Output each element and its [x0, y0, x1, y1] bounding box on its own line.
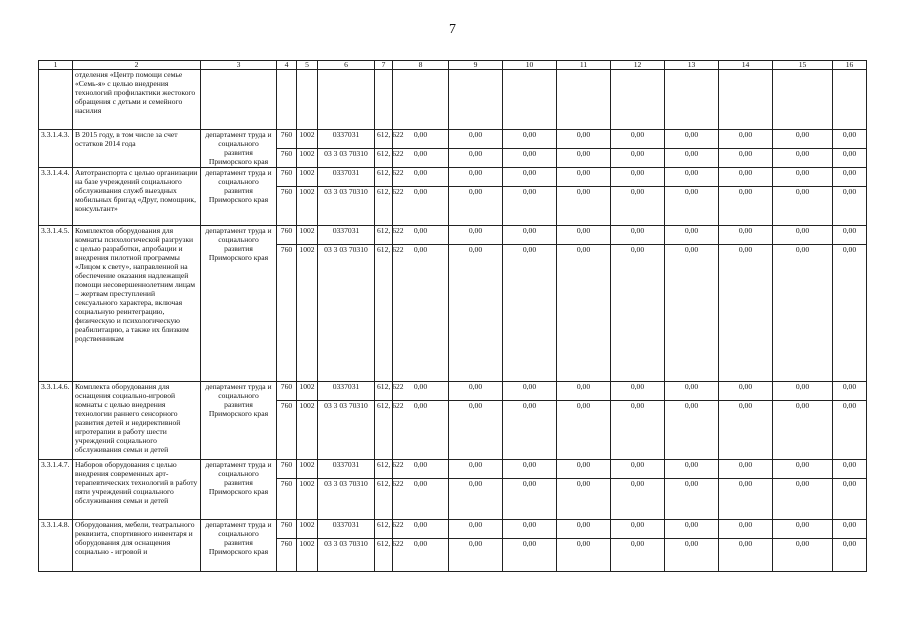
row-description: Оборудования, мебели, театрального реквизита, спортивного инвентаря и оборудования для оснащения социально - игровой и [73, 520, 201, 572]
value-cell: 0,00 [449, 479, 503, 520]
empty-cell [449, 70, 503, 130]
value-cell: 0,00 [611, 130, 665, 149]
value-cell: 0,00 [611, 187, 665, 226]
code-cell: 0337031 [318, 130, 375, 149]
row-number-cell: 3.3.1.4.3. [39, 130, 73, 168]
value-cell: 0,00 [833, 479, 867, 520]
value-cell: 0,00 [557, 245, 611, 382]
value-cell: 0,00 [611, 539, 665, 572]
value-cell: 0,00 [773, 245, 833, 382]
header-row [39, 61, 867, 70]
code-cell: 760 [277, 187, 297, 226]
header-cell: 7 [375, 61, 393, 70]
table-row [39, 382, 867, 401]
value-cell: 0,00 [449, 168, 503, 187]
continuation-row [39, 70, 867, 130]
code-cell: 03 3 03 70310 [318, 149, 375, 168]
value-cell: 0,00 [773, 401, 833, 460]
header-cell: 11 [557, 61, 611, 70]
value-cell: 0,00 [611, 226, 665, 245]
header-cell: 9 [449, 61, 503, 70]
row-description: отделения «Центр помощи семье «Семь-я» с целью внедрения технологий профилактики жестокого обращения с детьми и семейного насилия [73, 70, 201, 130]
value-cell: 0,00 [833, 168, 867, 187]
value-cell: 0,00 [503, 226, 557, 245]
value-cell: 0,00 [393, 539, 449, 572]
value-cell: 0,00 [833, 401, 867, 460]
code-cell: 0337031 [318, 226, 375, 245]
empty-cell [393, 70, 449, 130]
code-cell: 760 [277, 479, 297, 520]
code-cell: 612, 622 [375, 479, 393, 520]
value-cell: 0,00 [503, 520, 557, 539]
empty-cell [719, 70, 773, 130]
code-cell: 760 [277, 226, 297, 245]
budget-table [38, 60, 867, 572]
value-cell: 0,00 [393, 245, 449, 382]
code-cell: 1002 [297, 520, 318, 539]
value-cell: 0,00 [503, 460, 557, 479]
value-cell: 0,00 [719, 187, 773, 226]
code-cell: 1002 [297, 245, 318, 382]
value-cell: 0,00 [833, 149, 867, 168]
value-cell: 0,00 [665, 479, 719, 520]
executor-cell: департамент труда и социального развития Приморского края [201, 130, 277, 168]
executor-cell: департамент труда и социального развития Приморского края [201, 520, 277, 572]
row-description: В 2015 году, в том числе за счет остатков 2014 года [73, 130, 201, 168]
header-cell: 14 [719, 61, 773, 70]
value-cell: 0,00 [719, 460, 773, 479]
value-cell: 0,00 [557, 226, 611, 245]
code-cell: 612, 622 [375, 382, 393, 401]
code-cell: 760 [277, 168, 297, 187]
code-cell: 1002 [297, 130, 318, 149]
value-cell: 0,00 [719, 226, 773, 245]
value-cell: 0,00 [449, 187, 503, 226]
value-cell: 0,00 [611, 245, 665, 382]
value-cell: 0,00 [393, 130, 449, 149]
value-cell: 0,00 [611, 401, 665, 460]
code-cell: 1002 [297, 539, 318, 572]
code-cell: 03 3 03 70310 [318, 479, 375, 520]
value-cell: 0,00 [557, 401, 611, 460]
value-cell: 0,00 [503, 168, 557, 187]
value-cell: 0,00 [449, 460, 503, 479]
value-cell: 0,00 [393, 226, 449, 245]
value-cell: 0,00 [719, 245, 773, 382]
code-cell: 1002 [297, 460, 318, 479]
value-cell: 0,00 [665, 168, 719, 187]
value-cell: 0,00 [503, 382, 557, 401]
code-cell: 1002 [297, 382, 318, 401]
code-cell: 1002 [297, 168, 318, 187]
value-cell: 0,00 [557, 187, 611, 226]
header-cell: 13 [665, 61, 719, 70]
value-cell: 0,00 [833, 130, 867, 149]
value-cell: 0,00 [557, 479, 611, 520]
value-cell: 0,00 [773, 168, 833, 187]
header-cell: 6 [318, 61, 375, 70]
code-cell: 0337031 [318, 382, 375, 401]
code-cell: 1002 [297, 149, 318, 168]
value-cell: 0,00 [611, 520, 665, 539]
value-cell: 0,00 [557, 130, 611, 149]
value-cell: 0,00 [833, 187, 867, 226]
value-cell: 0,00 [719, 130, 773, 149]
row-number-cell: 3.3.1.4.4. [39, 168, 73, 226]
value-cell: 0,00 [665, 245, 719, 382]
table-row [39, 226, 867, 245]
value-cell: 0,00 [665, 401, 719, 460]
value-cell: 0,00 [665, 149, 719, 168]
header-cell: 16 [833, 61, 867, 70]
row-number-cell [39, 70, 73, 130]
value-cell: 0,00 [773, 460, 833, 479]
value-cell: 0,00 [611, 168, 665, 187]
value-cell: 0,00 [557, 168, 611, 187]
header-cell: 1 [39, 61, 73, 70]
empty-cell [318, 70, 375, 130]
value-cell: 0,00 [503, 539, 557, 572]
code-cell: 760 [277, 401, 297, 460]
table-row [39, 460, 867, 479]
value-cell: 0,00 [719, 149, 773, 168]
code-cell: 760 [277, 130, 297, 149]
empty-cell [773, 70, 833, 130]
value-cell: 0,00 [773, 149, 833, 168]
code-cell: 03 3 03 70310 [318, 539, 375, 572]
value-cell: 0,00 [393, 382, 449, 401]
row-number-cell: 3.3.1.4.8. [39, 520, 73, 572]
header-cell: 15 [773, 61, 833, 70]
header-cell: 10 [503, 61, 557, 70]
value-cell: 0,00 [719, 539, 773, 572]
empty-cell [375, 70, 393, 130]
code-cell: 760 [277, 245, 297, 382]
code-cell: 612, 622 [375, 401, 393, 460]
value-cell: 0,00 [449, 401, 503, 460]
code-cell: 03 3 03 70310 [318, 401, 375, 460]
header-cell: 12 [611, 61, 665, 70]
row-description: Автотранспорта с целью организации на базе учреждений социального обслуживания служб выездных мобильных бригад «Друг, помощник, консультант» [73, 168, 201, 226]
code-cell: 612, 622 [375, 168, 393, 187]
code-cell: 03 3 03 70310 [318, 245, 375, 382]
code-cell: 612, 622 [375, 187, 393, 226]
value-cell: 0,00 [833, 382, 867, 401]
empty-cell [611, 70, 665, 130]
value-cell: 0,00 [773, 539, 833, 572]
value-cell: 0,00 [665, 460, 719, 479]
value-cell: 0,00 [557, 382, 611, 401]
value-cell: 0,00 [503, 245, 557, 382]
empty-cell [297, 70, 318, 130]
empty-cell [833, 70, 867, 130]
code-cell: 1002 [297, 226, 318, 245]
value-cell: 0,00 [665, 187, 719, 226]
executor-cell: департамент труда и социального развития Приморского края [201, 226, 277, 382]
code-cell: 1002 [297, 401, 318, 460]
code-cell: 612, 622 [375, 149, 393, 168]
value-cell: 0,00 [773, 130, 833, 149]
row-number-cell: 3.3.1.4.6. [39, 382, 73, 460]
code-cell: 612, 622 [375, 226, 393, 245]
code-cell: 760 [277, 539, 297, 572]
value-cell: 0,00 [449, 382, 503, 401]
value-cell: 0,00 [833, 460, 867, 479]
value-cell: 0,00 [773, 226, 833, 245]
code-cell: 760 [277, 149, 297, 168]
value-cell: 0,00 [449, 245, 503, 382]
code-cell: 0337031 [318, 168, 375, 187]
header-cell: 4 [277, 61, 297, 70]
code-cell: 1002 [297, 479, 318, 520]
header-cell: 3 [201, 61, 277, 70]
code-cell: 0337031 [318, 460, 375, 479]
value-cell: 0,00 [611, 382, 665, 401]
code-cell: 612, 622 [375, 130, 393, 149]
empty-cell [503, 70, 557, 130]
value-cell: 0,00 [773, 382, 833, 401]
value-cell: 0,00 [719, 382, 773, 401]
code-cell: 0337031 [318, 520, 375, 539]
code-cell: 612, 622 [375, 460, 393, 479]
value-cell: 0,00 [833, 245, 867, 382]
table-row [39, 168, 867, 187]
value-cell: 0,00 [449, 149, 503, 168]
row-number-cell: 3.3.1.4.5. [39, 226, 73, 382]
row-description: Наборов оборудования с целью внедрения современных арт-терапевтических технологий в работу пяти учреждений социального обслуживания семьи и детей [73, 460, 201, 520]
code-cell: 1002 [297, 187, 318, 226]
value-cell: 0,00 [719, 401, 773, 460]
value-cell: 0,00 [833, 539, 867, 572]
header-cell: 2 [73, 61, 201, 70]
row-description: Комплектов оборудования для комнаты психологической разгрузки с целью разработки, апробации и внедрения пилотной программы «Лицом к свету», направленной на обеспечение оказания надлежащей помощи несовершеннолетним лицам – жертвам преступлений сексуального характера, включая социальную реинтеграцию, физическую и психологическую реабилитацию, а также их близким родственникам [73, 226, 201, 382]
value-cell: 0,00 [665, 520, 719, 539]
value-cell: 0,00 [719, 520, 773, 539]
value-cell: 0,00 [833, 226, 867, 245]
code-cell: 612, 622 [375, 520, 393, 539]
empty-cell [665, 70, 719, 130]
value-cell: 0,00 [503, 149, 557, 168]
value-cell: 0,00 [393, 187, 449, 226]
value-cell: 0,00 [665, 539, 719, 572]
value-cell: 0,00 [503, 130, 557, 149]
value-cell: 0,00 [393, 401, 449, 460]
value-cell: 0,00 [557, 460, 611, 479]
code-cell: 03 3 03 70310 [318, 187, 375, 226]
value-cell: 0,00 [449, 539, 503, 572]
value-cell: 0,00 [833, 520, 867, 539]
page-number: 7 [449, 22, 456, 37]
code-cell: 760 [277, 382, 297, 401]
value-cell: 0,00 [449, 520, 503, 539]
value-cell: 0,00 [557, 539, 611, 572]
value-cell: 0,00 [393, 460, 449, 479]
value-cell: 0,00 [665, 226, 719, 245]
value-cell: 0,00 [773, 479, 833, 520]
value-cell: 0,00 [393, 168, 449, 187]
value-cell: 0,00 [611, 460, 665, 479]
empty-cell [201, 70, 277, 130]
value-cell: 0,00 [611, 149, 665, 168]
value-cell: 0,00 [557, 520, 611, 539]
code-cell: 760 [277, 520, 297, 539]
value-cell: 0,00 [557, 149, 611, 168]
value-cell: 0,00 [719, 168, 773, 187]
value-cell: 0,00 [773, 187, 833, 226]
value-cell: 0,00 [503, 479, 557, 520]
code-cell: 612, 622 [375, 245, 393, 382]
executor-cell: департамент труда и социального развития Приморского края [201, 382, 277, 460]
row-number-cell: 3.3.1.4.7. [39, 460, 73, 520]
table-row [39, 130, 867, 149]
table-row [39, 520, 867, 539]
value-cell: 0,00 [665, 130, 719, 149]
value-cell: 0,00 [503, 187, 557, 226]
executor-cell: департамент труда и социального развития Приморского края [201, 168, 277, 226]
value-cell: 0,00 [393, 149, 449, 168]
value-cell: 0,00 [611, 479, 665, 520]
value-cell: 0,00 [449, 130, 503, 149]
value-cell: 0,00 [393, 520, 449, 539]
code-cell: 612, 622 [375, 539, 393, 572]
value-cell: 0,00 [449, 226, 503, 245]
executor-cell: департамент труда и социального развития Приморского края [201, 460, 277, 520]
row-description: Комплекта оборудования для оснащения социально-игровой комнаты с целью внедрения технологии раннего сенсорного развития детей и недирективной игротерапии в работу шести учреждений социального обслуживания семьи и детей [73, 382, 201, 460]
empty-cell [277, 70, 297, 130]
value-cell: 0,00 [773, 520, 833, 539]
value-cell: 0,00 [719, 479, 773, 520]
code-cell: 760 [277, 460, 297, 479]
value-cell: 0,00 [393, 479, 449, 520]
empty-cell [557, 70, 611, 130]
value-cell: 0,00 [503, 401, 557, 460]
value-cell: 0,00 [665, 382, 719, 401]
header-cell: 5 [297, 61, 318, 70]
header-cell: 8 [393, 61, 449, 70]
